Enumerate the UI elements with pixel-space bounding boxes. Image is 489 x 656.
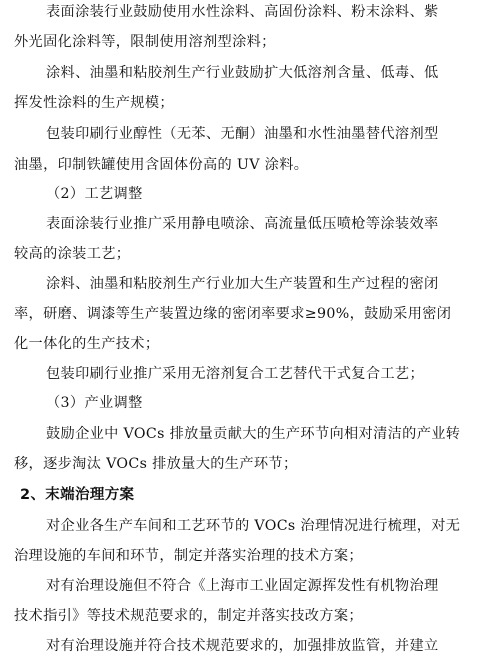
subheading-process-adjustment: （2）工艺调整 xyxy=(46,186,143,202)
para-relocation-line-2: 移，逐步淘汰 VOCs 排放量大的生产环节； xyxy=(14,456,298,472)
para-solventless-line: 包装印刷行业推广采用无溶剂复合工艺替代干式复合工艺； xyxy=(46,366,424,382)
para-noncompliant-line-2: 技术指引》等技术规范要求的，制定并落实技改方案； xyxy=(14,608,363,624)
para-review-line-2: 治理设施的车间和环节，制定并落实治理的技术方案； xyxy=(14,548,363,564)
para-review-line-1: 对企业各生产车间和工艺环节的 VOCs 治理情况进行梳理，对无 xyxy=(46,518,461,534)
para-sealing-line-1: 涂料、油墨和粘胶剂生产行业加大生产装置和生产过程的密闭 xyxy=(46,276,439,292)
para-printing-line-2: 油墨，印制铁罐使用含固体份高的 UV 涂料。 xyxy=(14,157,309,173)
para-compliant-line-1: 对有治理设施并符合技术规范要求的，加强排放监管，并建立 xyxy=(46,638,439,654)
para-spray-line-1: 表面涂装行业推广采用静电喷涂、高流量低压喷枪等涂装效率 xyxy=(46,216,439,232)
para-sealing-line-2: 率，研磨、调漆等生产装置边缘的密闭率要求≥90%，鼓励采用密闭 xyxy=(14,306,452,322)
para-spray-line-2: 较高的涂装工艺； xyxy=(14,246,131,262)
para-relocation-line-1: 鼓励企业中 VOCs 排放量贡献大的生产环节向相对清洁的产业转 xyxy=(46,426,461,442)
para-ink-line-2: 挥发性涂料的生产规模； xyxy=(14,95,174,111)
para-sealing-line-3: 化一体化的生产技术； xyxy=(14,336,160,352)
para-noncompliant-line-1: 对有治理设施但不符合《上海市工业固定源挥发性有机物治理 xyxy=(46,578,439,594)
para-ink-line-1: 涂料、油墨和粘胶剂生产行业鼓励扩大低溶剂含量、低毒、低 xyxy=(46,65,439,81)
para-printing-line-1: 包装印刷行业醇性（无苯、无酮）油墨和水性油墨替代溶剂型 xyxy=(46,126,439,142)
para-coating-line-2: 外光固化涂料等，限制使用溶剂型涂料； xyxy=(14,34,276,50)
para-coating-line-1: 表面涂装行业鼓励使用水性涂料、高固份涂料、粉末涂料、紫 xyxy=(46,4,439,20)
subheading-industry-adjustment: （3）产业调整 xyxy=(46,395,143,411)
section-heading-end-treatment: 2、末端治理方案 xyxy=(20,487,135,503)
